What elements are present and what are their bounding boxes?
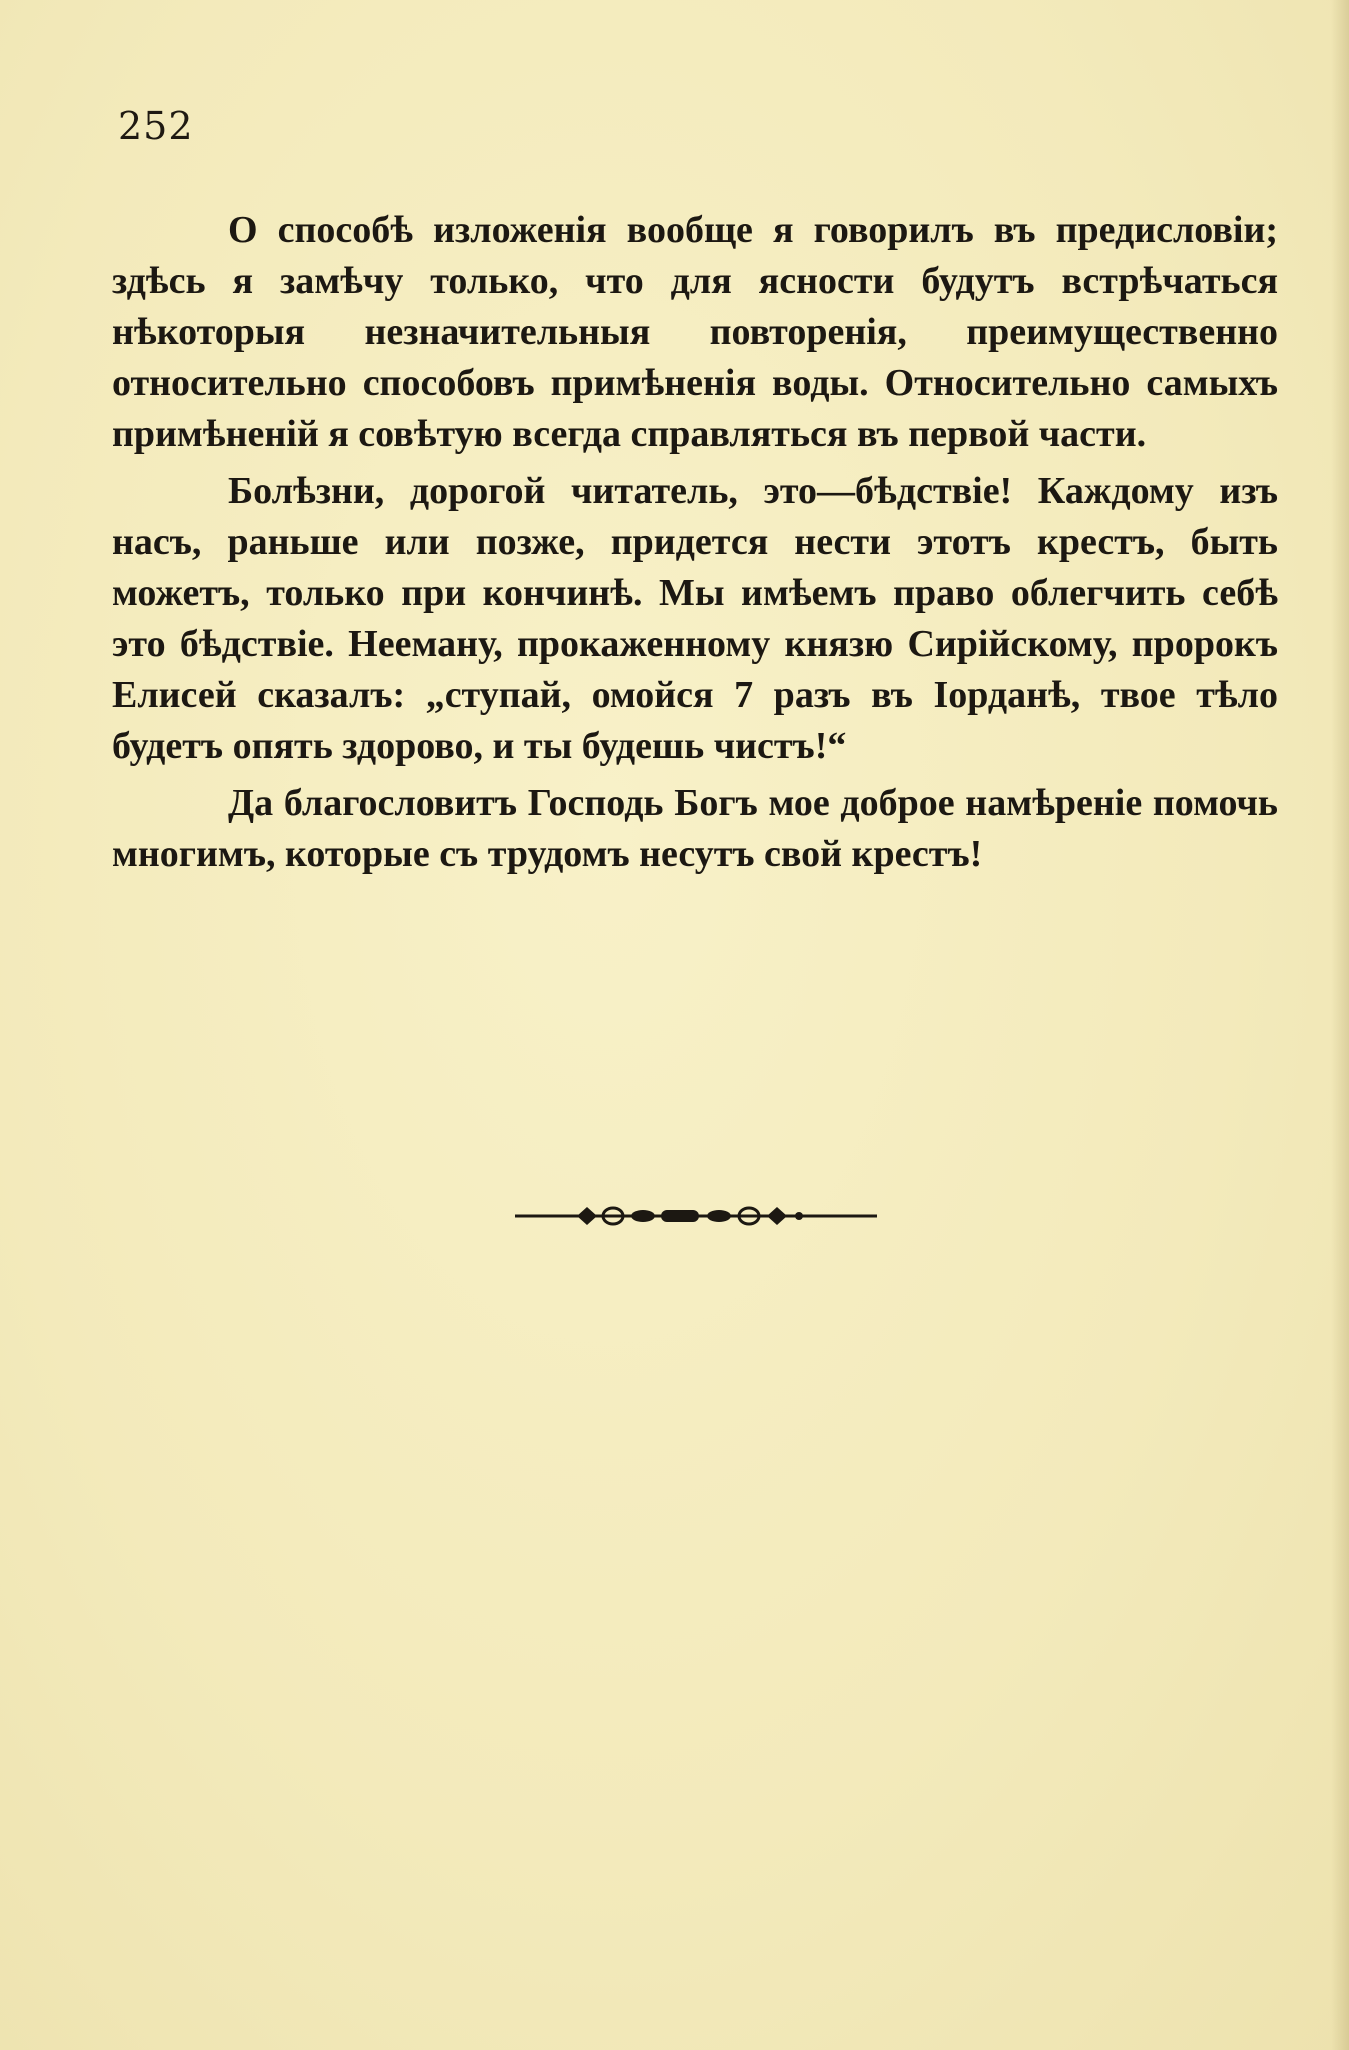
paragraph-3: Да благословитъ Господь Богъ мое доброе намѣреніе помочь многимъ, которые съ трудомъ несутъ свой крестъ! <box>112 782 1278 875</box>
paragraph-2: Болѣзни, дорогой читатель, это—бѣдствіе! Каждому изъ насъ, раньше или позже, придется нести этотъ крестъ, быть можетъ, только при кончинѣ. Мы имѣемъ право облегчить себѣ это бѣдствіе. Нееману, прокаженному князю Сирійскому, пророкъ Елисей сказалъ: „ступай, омойся 7 разъ въ Іорданѣ, твое тѣло будетъ опять здорово, и ты будешь чистъ!“ <box>112 470 1278 767</box>
decorative-divider-icon <box>515 1204 877 1228</box>
page-number: 252 <box>118 104 194 148</box>
page-edge-shadow <box>1331 0 1349 2050</box>
paragraph-1: О способѣ изложенія вообще я говорилъ въ предисловіи; здѣсь я замѣчу только, что для ясности будутъ встрѣчаться нѣкоторыя незначительныя повторенія, преимущественно относительно способовъ примѣненія воды. Относительно самыхъ примѣненій я совѣтую всегда справляться въ первой части. <box>112 209 1278 455</box>
body-text <box>112 205 1278 886</box>
